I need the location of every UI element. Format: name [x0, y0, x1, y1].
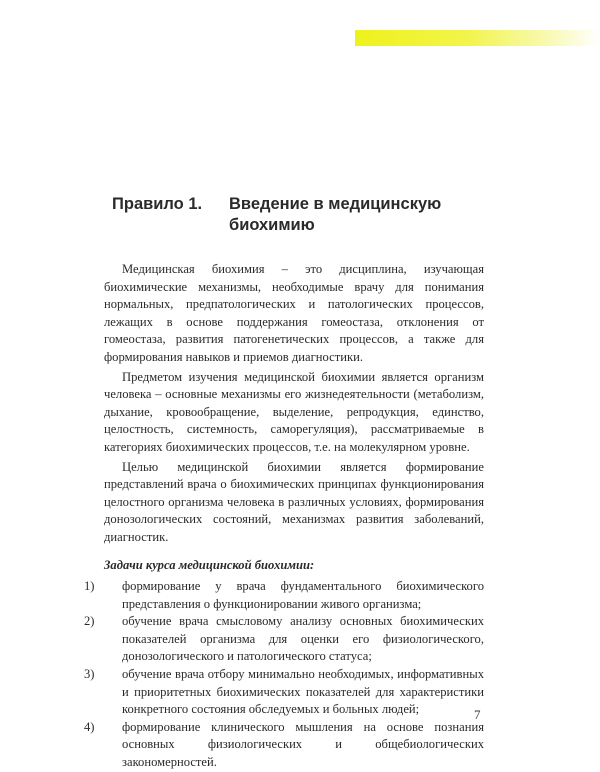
paragraph-definition: Медицинская биохимия – это дисциплина, изучающая биохимические механизмы, необходимые врачу для понимания нормальных, предпатологических и патологических процессов, лежащих в основе поддержания гомеостаза, отклонения от гомеостаза, развития патогенетических процессов, а также для формирования навыков и приемов диагностики.	[104, 262, 484, 364]
task-number: 1)	[84, 579, 95, 594]
task-text: формирование клинического мышления на основе познания основных физиологических и общебиологических закономерностей.	[122, 719, 484, 770]
decorative-yellow-bar	[355, 30, 600, 46]
task-number: 4)	[84, 719, 95, 734]
task-text: обучение врача смысловому анализу основных биохимических показателей организма для оценки его физиологического, донозологического и патологического статуса;	[122, 614, 484, 664]
paragraph-subject: Предметом изучения медицинской биохимии является организм человека – основные механизмы его жизнедеятельности (метаболизм, дыхание, кровообращение, выделение, репродукция, единство, целостность, системность, саморегуляция), рассматриваемые в категориях биохимических процессов, т.е. на молекулярном уровне.	[104, 369, 484, 454]
task-item	[84, 666, 484, 719]
task-item	[84, 578, 484, 613]
task-item	[84, 613, 484, 666]
task-item	[84, 719, 484, 772]
chapter-title: Введение в медицинскую биохимию	[229, 195, 442, 234]
page-number: 7	[474, 707, 481, 722]
paragraph-goal: Целью медицинской биохимии является формирование представлений врача о биохимических принципах функционирования целостного организма человека в различных условиях, формирования донозологических состояний, механизмах развития заболеваний, диагностик.	[104, 459, 484, 544]
task-number: 3)	[84, 667, 95, 682]
body-text	[84, 261, 484, 772]
tasks-heading: Задачи курса медицинской биохимии:	[104, 557, 315, 572]
task-number: 2)	[84, 614, 95, 629]
task-list	[84, 578, 484, 772]
chapter-label: Правило 1.	[112, 195, 203, 213]
task-text: обучение врача отбору минимально необходимых, информативных и приоритетных биохимических показателей для характеристики конкретного состояния обследуемых и больных людей;	[122, 667, 484, 717]
task-text: формирование у врача фундаментального биохимического представления о функционировании живого организма;	[122, 579, 484, 611]
